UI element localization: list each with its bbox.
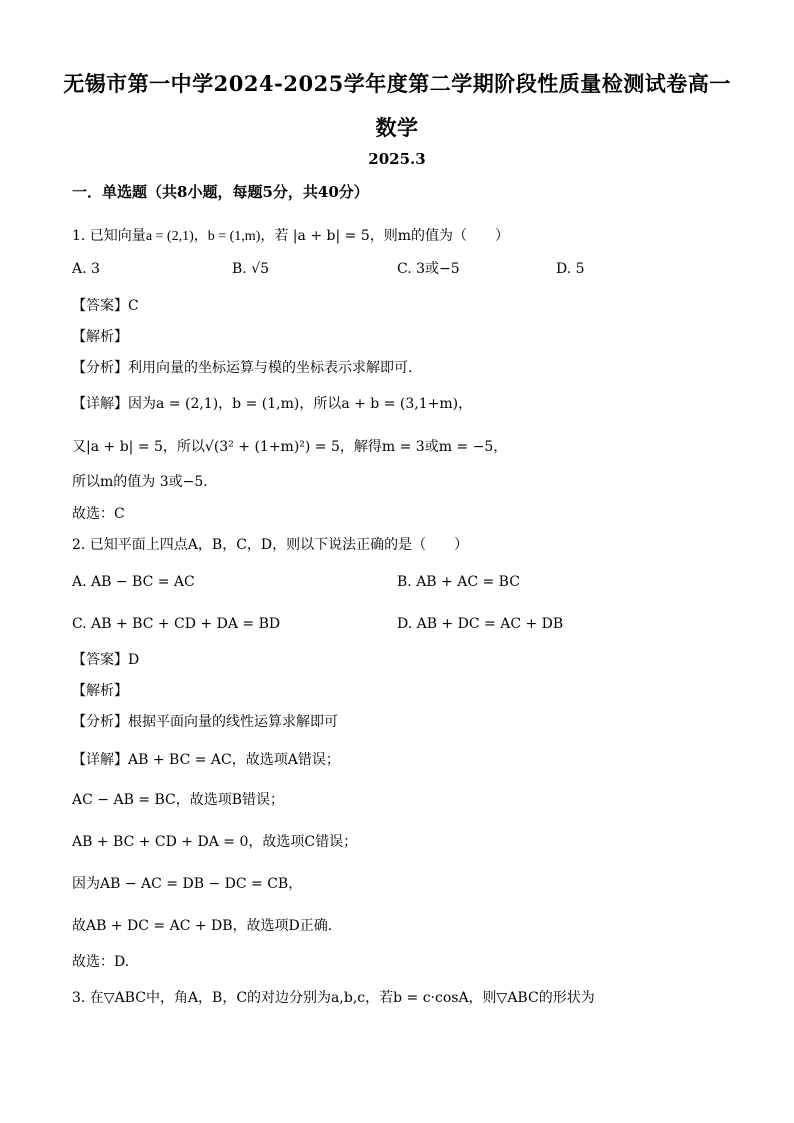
exam-date: 2025.3	[368, 150, 426, 168]
q1-vector-a: a = (2,1)	[145, 229, 194, 244]
q2-fenxi: 【分析】根据平面向量的线性运算求解即可	[72, 714, 338, 730]
q2-option-a: A. AB − BC = AC	[72, 574, 195, 590]
q1-fenxi: 【分析】利用向量的坐标运算与模的坐标表示求解即可.	[72, 360, 413, 376]
q2-detail-2: AC − AB = BC，故选项B错误；	[72, 792, 285, 808]
question-3-stem: 3. 在▽ABC中，角A，B，C的对边分别为a,b,c，若b = c·cosA，则▽ABC的形状为	[72, 990, 595, 1006]
section-heading: 一．单选题（共8小题，每题5分，共40分）	[72, 183, 369, 201]
subject-title: 数学	[375, 115, 419, 140]
q2-option-d: D. AB + DC = AC + DB	[397, 616, 564, 632]
q1-analysis-label: 【解析】	[72, 329, 128, 345]
q1-choice: 故选：C	[72, 506, 125, 522]
q2-detail-4: 因为AB − AC = DB − DC = CB，	[72, 876, 303, 892]
q1-option-c: C. 3或−5	[397, 261, 460, 277]
q1-option-b: B. √5	[232, 261, 270, 277]
q1-stem-prefix: 1. 已知向量	[72, 228, 146, 244]
q2-option-c: C. AB + BC + CD + DA = BD	[72, 616, 281, 632]
q1-condition: ，若 |a + b| = 5，则m的值为（ ）	[260, 228, 509, 244]
q1-option-d: D. 5	[556, 261, 585, 277]
q1-answer: 【答案】C	[72, 298, 139, 314]
q2-detail-3: AB + BC + CD + DA = 0，故选项C错误；	[72, 834, 358, 850]
question-1-stem: 1. 已知向量a = (2,1)，b = (1,m)，若 |a + b| = 5，则m的值为（ ）	[72, 228, 509, 244]
q2-detail-1: 【详解】AB + BC = AC，故选项A错误；	[72, 752, 340, 768]
q1-option-a: A. 3	[72, 261, 100, 277]
question-2-stem: 2. 已知平面上四点A，B，C，D，则以下说法正确的是（ ）	[72, 537, 469, 553]
q2-detail-5: 故AB + DC = AC + DB，故选项D正确.	[72, 918, 333, 934]
q2-analysis-label: 【解析】	[72, 683, 128, 699]
q1-detail-2: 又|a + b| = 5，所以√(3² + (1+m)²) = 5，解得m = 3或m = −5，	[72, 439, 508, 455]
q2-choice: 故选：D.	[72, 954, 130, 970]
q1-detail-3: 所以m的值为 3或−5.	[72, 474, 208, 490]
exam-title: 无锡市第一中学2024-2025学年度第二学期阶段性质量检测试卷高一	[63, 71, 731, 96]
q2-answer: 【答案】D	[72, 652, 140, 668]
q1-vector-b: b = (1,m)	[207, 229, 261, 244]
q2-option-b: B. AB + AC = BC	[397, 574, 520, 590]
q1-detail-1: 【详解】因为a = (2,1)，b = (1,m)，所以a + b = (3,1+m)，	[72, 396, 473, 412]
